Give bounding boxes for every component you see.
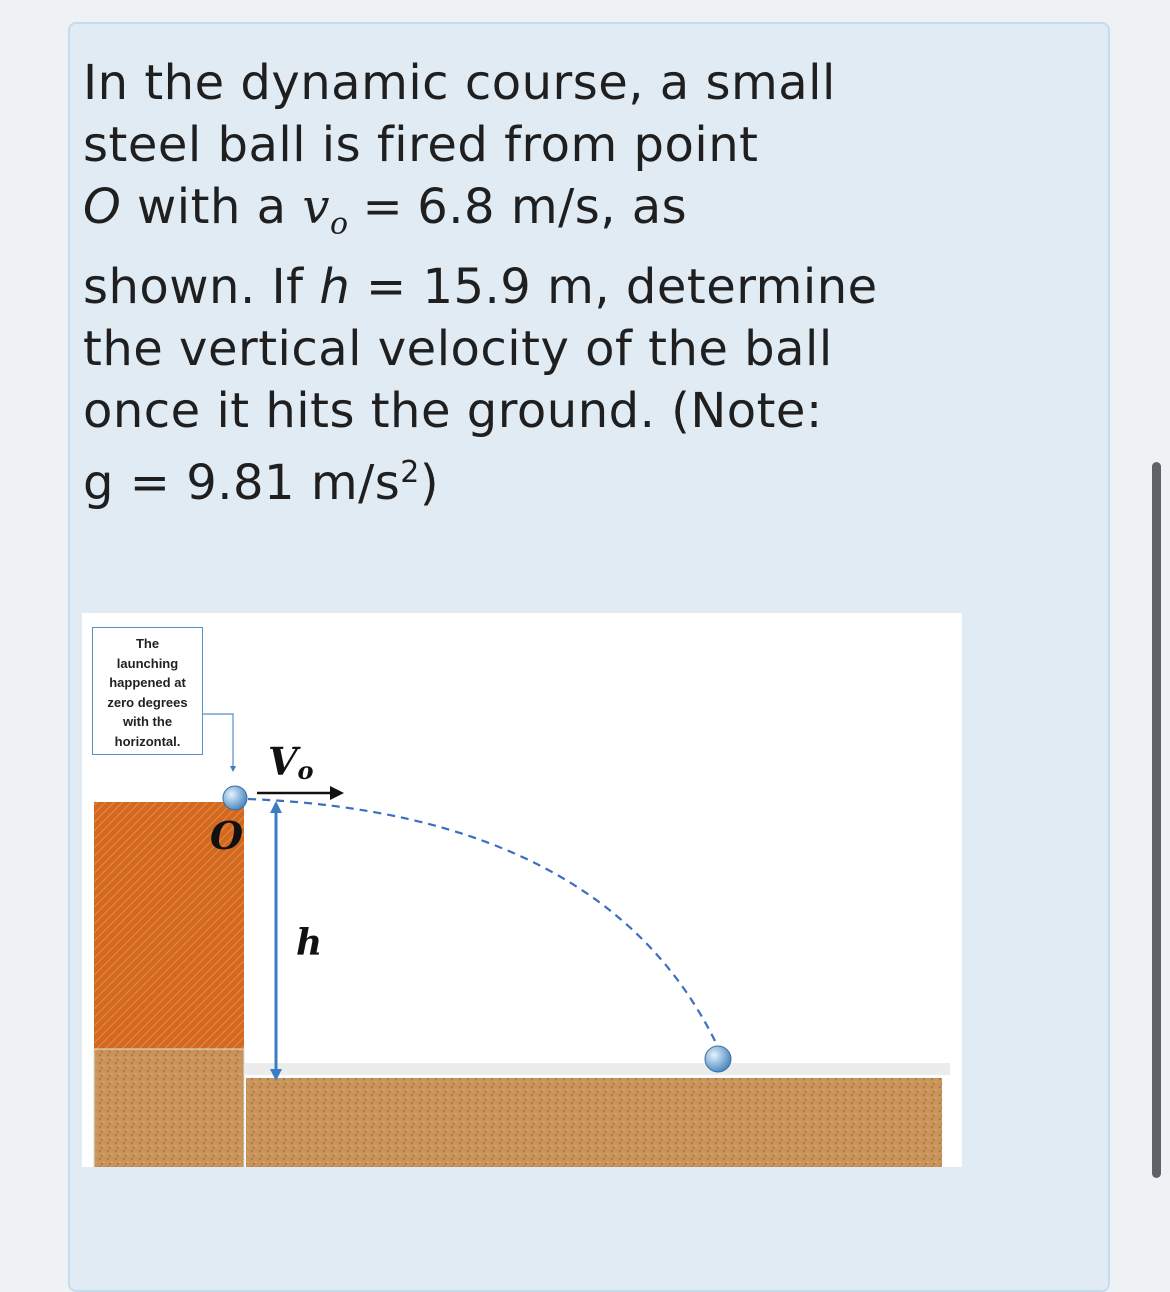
height-label: h <box>296 922 323 964</box>
ball-landing <box>705 1046 731 1072</box>
velocity-symbol: $v_o$ <box>302 179 349 242</box>
point-label: O <box>83 179 122 235</box>
projectile-diagram <box>82 613 962 1167</box>
ground-surface <box>244 1063 950 1075</box>
cliff-base <box>94 1049 244 1167</box>
ground <box>246 1078 942 1167</box>
trajectory-path <box>248 799 715 1041</box>
with-text: with a <box>121 179 303 235</box>
note-line: horizontal. <box>114 733 181 749</box>
question-line-5: the vertical velocity of the ball <box>83 320 833 377</box>
velocity-value: 6.8 m/s, as <box>417 179 688 235</box>
launch-note <box>92 627 203 755</box>
note-pointer-arrow <box>230 766 236 772</box>
question-line-7: g = 9.81 $m/s^2$) <box>83 454 440 511</box>
ball-start <box>223 786 247 810</box>
scrollbar-thumb[interactable] <box>1152 462 1161 1178</box>
note-line: zero degrees <box>107 694 188 710</box>
question-text <box>83 52 983 514</box>
question-line-1: In the dynamic course, a small <box>83 55 836 111</box>
height-arrow-top <box>270 801 282 813</box>
projectile-figure <box>82 613 962 1167</box>
note-line: happened at <box>109 675 186 690</box>
question-line-4: shown. If h = 15.9 m, determine <box>83 258 878 315</box>
velocity-arrowhead <box>330 786 344 800</box>
note-line: launching <box>116 655 179 671</box>
velocity-label: Vo <box>268 739 314 785</box>
height-symbol: h <box>319 258 351 315</box>
question-line-3 <box>83 176 983 256</box>
note-line: The <box>135 636 160 651</box>
note-pointer <box>203 714 233 768</box>
note-line: with the <box>122 714 173 729</box>
question-line-2: steel ball is fired from point <box>83 117 759 173</box>
question-line-6: once it hits the ground. (Note: <box>83 382 823 439</box>
origin-label: O <box>210 813 244 858</box>
equals-sign: = <box>362 179 404 235</box>
